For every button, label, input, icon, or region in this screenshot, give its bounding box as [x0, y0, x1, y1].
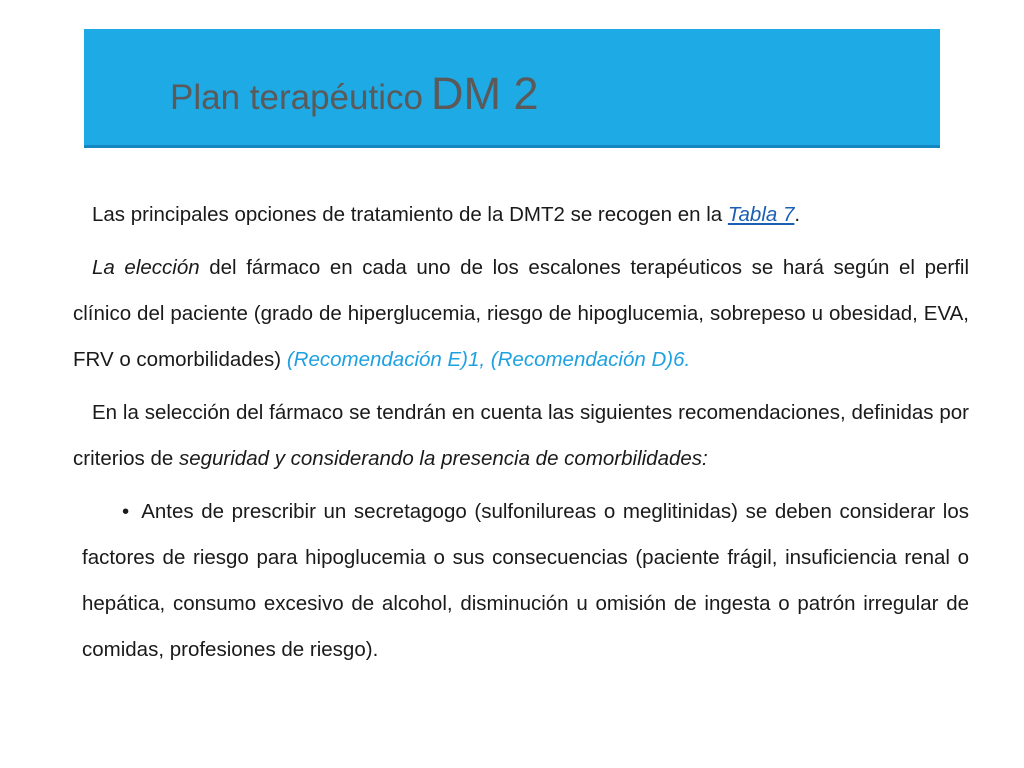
- paragraph-intro-end: .: [794, 203, 801, 226]
- bullet-item: [82, 489, 969, 673]
- recommendation-reference: (Recomendación E)1, (Recomendación D)6.: [286, 348, 691, 371]
- slide-title: [170, 68, 539, 119]
- paragraph-seleccion-text: En la selección del fármaco se tendrán en cuenta las siguientes recomendaciones, definidas por criterios de: [73, 401, 969, 470]
- bullet-item-text: Antes de prescribir un secretagogo (sulfonilureas o meglitinidas) se deben considerar los factores de riesgo para hipoglucemia o sus consecuencias (paciente frágil, insuficiencia renal o hepática, consumo excesivo de alcohol, disminución u omisión de ingesta o patrón irregular de comidas, profesiones de riesgo).: [82, 500, 969, 661]
- bullet-icon: •: [122, 500, 130, 523]
- title-banner: [84, 29, 940, 148]
- paragraph-seleccion-em: seguridad y considerando la presencia de comorbilidades:: [178, 447, 708, 470]
- paragraph-intro: [73, 192, 969, 238]
- paragraph-eleccion: [73, 245, 969, 383]
- paragraph-eleccion-em: La elección: [92, 256, 200, 279]
- table-7-link[interactable]: Tabla 7: [727, 203, 795, 226]
- slide-title-big: DM 2: [430, 68, 539, 119]
- paragraph-intro-text: Las principales opciones de tratamiento de la DMT2 se recogen en la: [92, 203, 728, 226]
- slide-title-main: Plan terapéutico: [170, 78, 423, 117]
- paragraph-seleccion: [73, 390, 969, 482]
- slide-body: [73, 192, 969, 673]
- paragraph-eleccion-text: del fármaco en cada uno de los escalones terapéuticos se hará según el perfil clínico del paciente (grado de hiperglucemia, riesgo de hipoglucemia, sobrepeso u obesidad, EVA, FRV o comorbilidades): [73, 256, 970, 371]
